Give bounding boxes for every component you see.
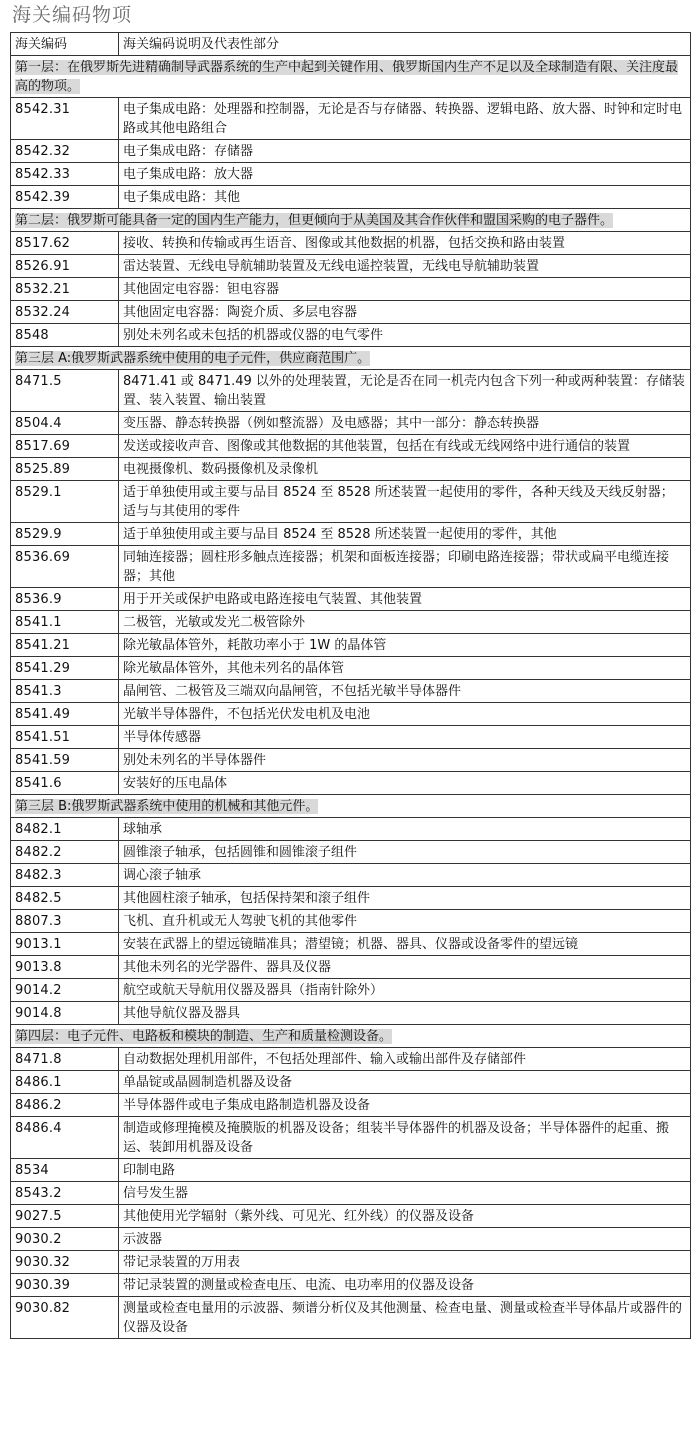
hs-code-cell: 9030.2 [11,1228,119,1251]
description-cell: 航空或航天导航用仪器及器具（指南针除外） [119,979,691,1002]
description-cell: 其他使用光学辐射（紫外线、可见光、红外线）的仪器及设备 [119,1205,691,1228]
hs-code-cell: 8541.59 [11,749,119,772]
description-cell: 测量或检查电量用的示波器、频谱分析仪及其他测量、检查电量、测量或检查半导体晶片或器件的仪器及设备 [119,1297,691,1339]
hs-code-cell: 8525.89 [11,458,119,481]
table-row [11,1251,691,1274]
description-cell: 别处未列名或未包括的机器或仪器的电气零件 [119,324,691,347]
hs-code-cell: 8529.9 [11,523,119,546]
table-row [11,887,691,910]
hs-code-cell: 8517.62 [11,232,119,255]
table-row [11,186,691,209]
hs-code-cell: 9030.32 [11,1251,119,1274]
hs-code-cell: 8543.2 [11,1182,119,1205]
table-row [11,278,691,301]
description-cell: 发送或接收声音、图像或其他数据的其他装置，包括在有线或无线网络中进行通信的装置 [119,435,691,458]
description-cell: 晶闸管、二极管及三端双向晶闸管，不包括光敏半导体器件 [119,680,691,703]
description-cell: 雷达装置、无线电导航辅助装置及无线电遥控装置，无线电导航辅助装置 [119,255,691,278]
hs-code-cell: 9030.82 [11,1297,119,1339]
table-row [11,841,691,864]
description-cell: 其他固定电容器：钽电容器 [119,278,691,301]
description-cell: 电子集成电路：存储器 [119,140,691,163]
table-row [11,1071,691,1094]
hs-code-cell: 9027.5 [11,1205,119,1228]
hs-code-cell: 9030.39 [11,1274,119,1297]
table-row [11,979,691,1002]
section-heading-text: 第三层 B:俄罗斯武器系统中使用的机械和其他元件。 [15,799,319,814]
page-title: 海关编码物项 [12,4,133,26]
table-row [11,657,691,680]
table-row [11,1228,691,1251]
description-cell: 其他固定电容器：陶瓷介质、多层电容器 [119,301,691,324]
hs-code-cell: 9013.8 [11,956,119,979]
table-row [11,611,691,634]
hs-code-cell: 8542.31 [11,98,119,140]
hs-code-cell: 8548 [11,324,119,347]
header-description: 海关编码说明及代表性部分 [119,33,691,56]
table-row [11,412,691,435]
section-heading-text: 第一层：在俄罗斯先进精确制导武器系统的生产中起到关键作用、俄罗斯国内生产不足以及全球制造有限、关注度最高的物项。 [15,60,679,94]
table-row [11,163,691,186]
table-row [11,1117,691,1159]
section-heading-row [11,1025,691,1048]
description-cell: 示波器 [119,1228,691,1251]
table-row [11,1274,691,1297]
table-row [11,370,691,412]
hs-code-cell: 8532.21 [11,278,119,301]
table-row [11,703,691,726]
hs-code-cell: 8541.21 [11,634,119,657]
table-row [11,910,691,933]
description-cell: 适于单独使用或主要与品目 8524 至 8528 所述装置一起使用的零件，各种天线及天线反射器；适与与其使用的零件 [119,481,691,523]
table-row [11,1002,691,1025]
table-header-row [11,33,691,56]
hs-code-cell: 8541.1 [11,611,119,634]
table-row [11,546,691,588]
table-row [11,818,691,841]
description-cell: 自动数据处理机用部件，不包括处理部件、输入或输出部件及存储部件 [119,1048,691,1071]
description-cell: 适于单独使用或主要与品目 8524 至 8528 所述装置一起使用的零件，其他 [119,523,691,546]
table-row [11,1094,691,1117]
hs-code-cell: 8532.24 [11,301,119,324]
table-row [11,481,691,523]
hs-code-cell: 9013.1 [11,933,119,956]
table-row [11,255,691,278]
description-cell: 变压器、静态转换器（例如整流器）及电感器；其中一部分：静态转换器 [119,412,691,435]
hs-code-cell: 8504.4 [11,412,119,435]
description-cell: 电子集成电路：处理器和控制器，无论是否与存储器、转换器、逻辑电路、放大器、时钟和定时电路或其他电路组合 [119,98,691,140]
table-row [11,634,691,657]
table-row [11,523,691,546]
table-row [11,98,691,140]
hs-code-cell: 8541.49 [11,703,119,726]
hs-code-cell: 8486.2 [11,1094,119,1117]
description-cell: 印制电路 [119,1159,691,1182]
hs-code-cell: 8542.39 [11,186,119,209]
description-cell: 安装在武器上的望远镜瞄准具；潜望镜；机器、器具、仪器或设备零件的望远镜 [119,933,691,956]
hs-code-cell: 8517.69 [11,435,119,458]
table-row [11,680,691,703]
description-cell: 其他导航仪器及器具 [119,1002,691,1025]
table-row [11,864,691,887]
hs-code-cell: 8542.33 [11,163,119,186]
table-row [11,301,691,324]
table-row [11,956,691,979]
hs-code-cell: 8536.69 [11,546,119,588]
description-cell: 圆锥滚子轴承，包括圆锥和圆锥滚子组件 [119,841,691,864]
description-cell: 制造或修理掩模及掩膜版的机器及设备；组装半导体器件的机器及设备；半导体器件的起重、搬运、装卸用机器及设备 [119,1117,691,1159]
table-row [11,1159,691,1182]
hs-code-cell: 8482.3 [11,864,119,887]
description-cell: 除光敏晶体管外，耗散功率小于 1W 的晶体管 [119,634,691,657]
description-cell: 8471.41 或 8471.49 以外的处理装置，无论是否在同一机壳内包含下列一种或两种装置：存储装置、装入装置、输出装置 [119,370,691,412]
table-row [11,458,691,481]
table-row [11,1297,691,1339]
hs-code-cell: 8486.4 [11,1117,119,1159]
section-heading-row [11,795,691,818]
description-cell: 带记录装置的测量或检查电压、电流、电功率用的仪器及设备 [119,1274,691,1297]
customs-code-table [10,32,691,1339]
section-heading-row [11,209,691,232]
description-cell: 电子集成电路：放大器 [119,163,691,186]
hs-code-cell: 9014.8 [11,1002,119,1025]
hs-code-cell: 8471.8 [11,1048,119,1071]
description-cell: 信号发生器 [119,1182,691,1205]
section-heading-row [11,347,691,370]
section-heading [11,209,691,232]
section-heading [11,795,691,818]
header-code: 海关编码 [11,33,119,56]
section-heading-text: 第二层：俄罗斯可能具备一定的国内生产能力，但更倾向于从美国及其合作伙伴和盟国采购的电子器件。 [15,213,614,228]
hs-code-cell: 8486.1 [11,1071,119,1094]
table-row [11,726,691,749]
description-cell: 用于开关或保护电路或电路连接电气装置、其他装置 [119,588,691,611]
table-row [11,588,691,611]
table-row [11,772,691,795]
description-cell: 球轴承 [119,818,691,841]
table-row [11,140,691,163]
description-cell: 半导体传感器 [119,726,691,749]
description-cell: 单晶锭或晶圆制造机器及设备 [119,1071,691,1094]
description-cell: 其他圆柱滚子轴承，包括保持架和滚子组件 [119,887,691,910]
hs-code-cell: 8482.1 [11,818,119,841]
hs-code-cell: 8526.91 [11,255,119,278]
table-row [11,1205,691,1228]
hs-code-cell: 8482.5 [11,887,119,910]
hs-code-cell: 8534 [11,1159,119,1182]
hs-code-cell: 8807.3 [11,910,119,933]
hs-code-cell: 8541.3 [11,680,119,703]
section-heading-row [11,56,691,98]
table-row [11,435,691,458]
section-heading-text: 第三层 A:俄罗斯武器系统中使用的电子元件，供应商范围广。 [15,351,371,366]
hs-code-cell: 8541.51 [11,726,119,749]
description-cell: 别处未列名的半导体器件 [119,749,691,772]
description-cell: 带记录装置的万用表 [119,1251,691,1274]
table-row [11,1048,691,1071]
table-row [11,1182,691,1205]
section-heading [11,56,691,98]
hs-code-cell: 8536.9 [11,588,119,611]
hs-code-cell: 8482.2 [11,841,119,864]
section-heading [11,1025,691,1048]
description-cell: 同轴连接器；圆柱形多触点连接器；机架和面板连接器；印刷电路连接器；带状或扁平电缆连接器；其他 [119,546,691,588]
hs-code-cell: 8471.5 [11,370,119,412]
description-cell: 飞机、直升机或无人驾驶飞机的其他零件 [119,910,691,933]
description-cell: 电视摄像机、数码摄像机及录像机 [119,458,691,481]
hs-code-cell: 8542.32 [11,140,119,163]
hs-code-cell: 8541.6 [11,772,119,795]
table-row [11,324,691,347]
description-cell: 接收、转换和传输或再生语音、图像或其他数据的机器，包括交换和路由装置 [119,232,691,255]
description-cell: 安装好的压电晶体 [119,772,691,795]
hs-code-cell: 9014.2 [11,979,119,1002]
table-row [11,749,691,772]
hs-code-cell: 8541.29 [11,657,119,680]
section-heading-text: 第四层：电子元件、电路板和模块的制造、生产和质量检测设备。 [15,1029,393,1044]
section-heading [11,347,691,370]
description-cell: 调心滚子轴承 [119,864,691,887]
description-cell: 除光敏晶体管外，其他未列名的晶体管 [119,657,691,680]
description-cell: 光敏半导体器件，不包括光伏发电机及电池 [119,703,691,726]
table-row [11,933,691,956]
table-row [11,232,691,255]
description-cell: 二极管，光敏或发光二极管除外 [119,611,691,634]
description-cell: 半导体器件或电子集成电路制造机器及设备 [119,1094,691,1117]
description-cell: 其他未列名的光学器件、器具及仪器 [119,956,691,979]
hs-code-cell: 8529.1 [11,481,119,523]
description-cell: 电子集成电路：其他 [119,186,691,209]
